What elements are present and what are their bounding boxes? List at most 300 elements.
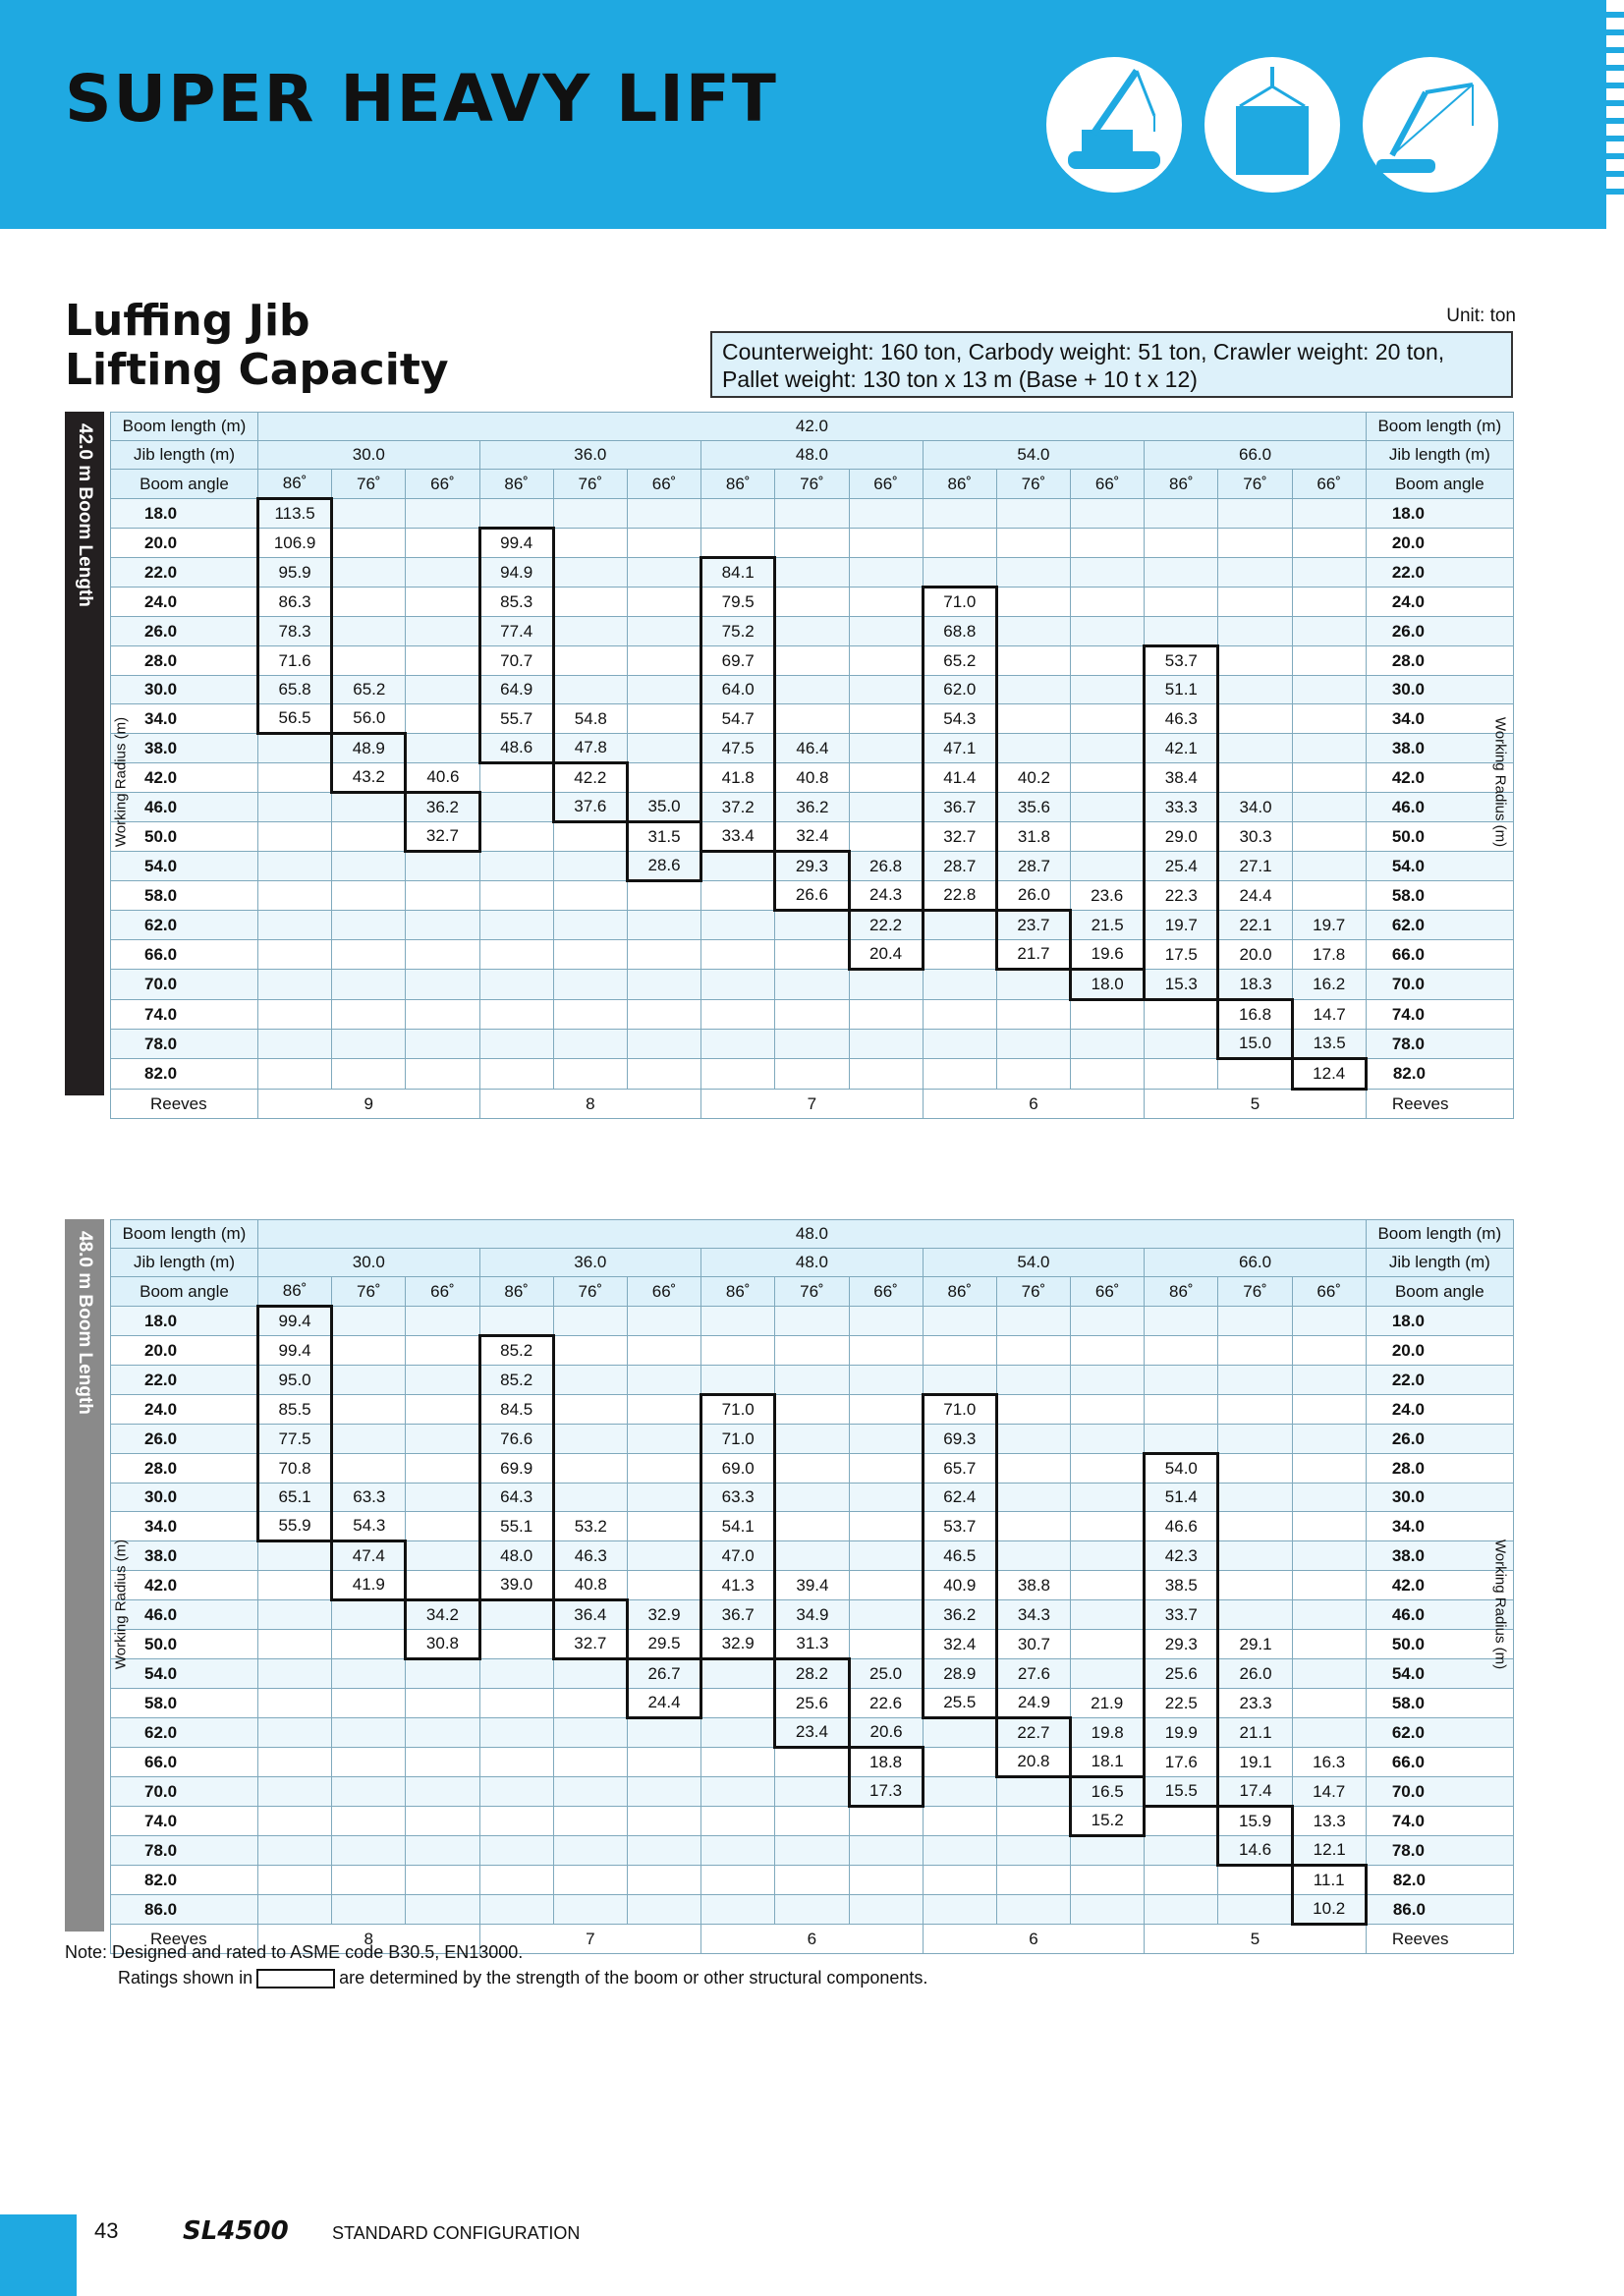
capacity-cell <box>332 1395 406 1425</box>
capacity-cell <box>1292 588 1366 617</box>
table-row <box>111 1571 1514 1600</box>
capacity-cell: 29.5 <box>627 1630 700 1659</box>
capacity-cell <box>996 646 1070 676</box>
working-radius-label-left <box>106 1305 136 1903</box>
radius-value: 28.0 <box>111 646 258 676</box>
boom-angle-value: 66˚ <box>406 470 479 499</box>
boom-angle-value: 66˚ <box>627 470 700 499</box>
jib-length-value: 30.0 <box>258 441 480 470</box>
capacity-cell: 70.8 <box>258 1454 332 1484</box>
capacity-cell <box>479 940 553 970</box>
capacity-cell <box>1292 646 1366 676</box>
capacity-cell <box>701 1866 775 1895</box>
capacity-cell <box>775 529 849 558</box>
capacity-cell <box>406 617 479 646</box>
capacity-cell <box>258 1807 332 1836</box>
capacity-cell <box>406 1059 479 1090</box>
capacity-cell <box>406 734 479 763</box>
capacity-cell: 51.1 <box>1145 676 1218 704</box>
capacity-cell <box>923 1366 996 1395</box>
capacity-cell <box>627 763 700 793</box>
capacity-cell <box>627 1030 700 1059</box>
capacity-cell: 71.0 <box>923 588 996 617</box>
capacity-cell: 54.1 <box>701 1512 775 1541</box>
reeves-value: 8 <box>479 1090 701 1119</box>
radius-value-right: 26.0 <box>1366 617 1513 646</box>
capacity-cell: 40.8 <box>553 1571 627 1600</box>
capacity-cell <box>553 1866 627 1895</box>
capacity-cell <box>258 852 332 881</box>
table-row <box>111 970 1514 1000</box>
capacity-cell: 13.5 <box>1292 1030 1366 1059</box>
capacity-cell <box>996 1484 1070 1512</box>
capacity-cell <box>1218 1307 1292 1336</box>
capacity-cell <box>258 1541 332 1571</box>
radius-value: 30.0 <box>111 676 258 704</box>
capacity-cell <box>1071 499 1145 529</box>
capacity-cell <box>258 734 332 763</box>
capacity-cell <box>1145 1336 1218 1366</box>
capacity-cell <box>775 1748 849 1777</box>
radius-value-right: 74.0 <box>1366 1000 1513 1030</box>
capacity-cell <box>406 1866 479 1895</box>
capacity-cell: 41.4 <box>923 763 996 793</box>
capacity-cell <box>1071 588 1145 617</box>
capacity-cell: 64.3 <box>479 1484 553 1512</box>
capacity-cell: 29.0 <box>1145 822 1218 852</box>
table-row <box>111 1454 1514 1484</box>
capacity-cell: 25.6 <box>775 1689 849 1718</box>
table-row <box>111 1425 1514 1454</box>
radius-value-right: 82.0 <box>1366 1059 1513 1090</box>
boom-length-sidebar <box>65 1219 104 1932</box>
capacity-cell: 23.7 <box>996 911 1070 940</box>
radius-value-right: 34.0 <box>1366 704 1513 734</box>
capacity-cell: 85.2 <box>479 1366 553 1395</box>
capacity-cell <box>1071 676 1145 704</box>
capacity-cell <box>406 646 479 676</box>
capacity-cell: 33.3 <box>1145 793 1218 822</box>
capacity-cell <box>923 1059 996 1090</box>
capacity-cell: 71.0 <box>923 1395 996 1425</box>
capacity-cell <box>479 1059 553 1090</box>
crawler-crane-icon <box>1046 57 1182 193</box>
radius-value-right: 30.0 <box>1366 676 1513 704</box>
capacity-cell: 84.5 <box>479 1395 553 1425</box>
jib-length-label: Jib length (m) <box>111 1249 258 1277</box>
capacity-cell: 37.2 <box>701 793 775 822</box>
capacity-cell <box>775 970 849 1000</box>
capacity-cell <box>406 1030 479 1059</box>
capacity-cell <box>1145 1059 1218 1090</box>
capacity-cell: 35.0 <box>627 793 700 822</box>
capacity-cell <box>553 911 627 940</box>
working-radius-text-right: Working Radius (m) <box>1491 716 1509 848</box>
capacity-cell <box>1218 1059 1292 1090</box>
capacity-cell <box>1218 1541 1292 1571</box>
capacity-cell <box>1218 1484 1292 1512</box>
capacity-cell <box>996 558 1070 588</box>
capacity-cell <box>553 1836 627 1866</box>
capacity-cell: 95.0 <box>258 1366 332 1395</box>
reeves-value: 9 <box>258 1090 480 1119</box>
table-row <box>111 763 1514 793</box>
boom-angle-value: 66˚ <box>627 1277 700 1307</box>
capacity-cell <box>849 646 923 676</box>
reeves-value: 6 <box>923 1090 1145 1119</box>
capacity-cell: 69.9 <box>479 1454 553 1484</box>
capacity-cell <box>258 1630 332 1659</box>
capacity-cell <box>1071 617 1145 646</box>
capacity-cell <box>1218 1512 1292 1541</box>
table-row <box>111 1836 1514 1866</box>
capacity-cell <box>775 1895 849 1925</box>
capacity-cell: 71.0 <box>701 1425 775 1454</box>
capacity-cell <box>406 588 479 617</box>
capacity-cell <box>479 881 553 911</box>
capacity-cell <box>406 499 479 529</box>
capacity-cell <box>1071 1541 1145 1571</box>
capacity-cell: 42.3 <box>1145 1541 1218 1571</box>
capacity-cell: 56.0 <box>332 704 406 734</box>
note-line2-post: are determined by the strength of the boom or other structural components. <box>339 1968 928 1988</box>
working-radius-text-left: Working Radius (m) <box>112 1539 130 1669</box>
capacity-cell <box>775 1484 849 1512</box>
capacity-cell: 40.2 <box>996 763 1070 793</box>
capacity-cell <box>1292 1366 1366 1395</box>
capacity-cell: 36.2 <box>775 793 849 822</box>
capacity-cell <box>553 1484 627 1512</box>
note-line2 <box>65 1965 927 1990</box>
capacity-cell: 15.0 <box>1218 1030 1292 1059</box>
capacity-cell <box>1218 1866 1292 1895</box>
capacity-cell: 51.4 <box>1145 1484 1218 1512</box>
capacity-cell <box>1218 1454 1292 1484</box>
capacity-cell <box>849 499 923 529</box>
capacity-cell <box>996 1059 1070 1090</box>
boom-angle-value: 66˚ <box>1292 470 1366 499</box>
capacity-cell <box>553 1030 627 1059</box>
table-row <box>111 1895 1514 1925</box>
capacity-cell <box>627 881 700 911</box>
capacity-cell: 24.4 <box>1218 881 1292 911</box>
capacity-cell: 39.0 <box>479 1571 553 1600</box>
table-row <box>111 704 1514 734</box>
capacity-cell: 17.6 <box>1145 1748 1218 1777</box>
radius-value: 58.0 <box>111 1689 258 1718</box>
capacity-cell: 21.9 <box>1071 1689 1145 1718</box>
capacity-cell <box>406 1689 479 1718</box>
section-title-line1: Luffing Jib <box>65 296 310 346</box>
capacity-cell: 36.2 <box>406 793 479 822</box>
radius-value-right: 22.0 <box>1366 558 1513 588</box>
capacity-cell: 85.2 <box>479 1336 553 1366</box>
capacity-cell <box>479 1689 553 1718</box>
capacity-cell <box>1145 1366 1218 1395</box>
capacity-cell <box>332 793 406 822</box>
capacity-cell: 79.5 <box>701 588 775 617</box>
capacity-cell <box>1145 499 1218 529</box>
capacity-cell <box>775 940 849 970</box>
capacity-cell <box>923 970 996 1000</box>
capacity-cell <box>1292 1454 1366 1484</box>
page-title: SUPER HEAVY LIFT <box>65 61 778 137</box>
capacity-cell: 62.0 <box>923 676 996 704</box>
capacity-cell: 64.0 <box>701 676 775 704</box>
radius-value-right: 54.0 <box>1366 1659 1513 1689</box>
capacity-cell <box>775 1836 849 1866</box>
capacity-cell <box>332 1630 406 1659</box>
capacity-cell <box>849 1454 923 1484</box>
working-radius-label-right <box>1484 1305 1517 1903</box>
capacity-cell <box>775 1866 849 1895</box>
radius-value: 70.0 <box>111 970 258 1000</box>
radius-value: 78.0 <box>111 1030 258 1059</box>
capacity-cell: 65.2 <box>332 676 406 704</box>
radius-value: 82.0 <box>111 1866 258 1895</box>
capacity-cell <box>553 1895 627 1925</box>
capacity-cell <box>332 852 406 881</box>
capacity-cell <box>332 1866 406 1895</box>
capacity-cell <box>1292 499 1366 529</box>
capacity-cell: 25.5 <box>923 1689 996 1718</box>
capacity-cell: 20.6 <box>849 1718 923 1748</box>
radius-value: 66.0 <box>111 940 258 970</box>
capacity-cell: 95.9 <box>258 558 332 588</box>
capacity-cell <box>1071 1600 1145 1630</box>
radius-value: 20.0 <box>111 529 258 558</box>
capacity-cell <box>1218 704 1292 734</box>
capacity-cell <box>553 1366 627 1395</box>
capacity-cell <box>1292 1484 1366 1512</box>
boom-angle-value: 76˚ <box>1218 470 1292 499</box>
capacity-cell: 22.8 <box>923 881 996 911</box>
capacity-cell <box>1218 1571 1292 1600</box>
capacity-cell: 106.9 <box>258 529 332 558</box>
reeves-value: 6 <box>923 1925 1145 1954</box>
capacity-cell <box>553 676 627 704</box>
radius-value-right: 46.0 <box>1366 1600 1513 1630</box>
reeves-value: 8 <box>258 1925 480 1954</box>
boom-angle-value: 76˚ <box>553 1277 627 1307</box>
capacity-cell: 14.6 <box>1218 1836 1292 1866</box>
capacity-cell: 32.7 <box>406 822 479 852</box>
capacity-cell <box>479 1836 553 1866</box>
capacity-cell: 22.6 <box>849 1689 923 1718</box>
capacity-cell <box>627 1807 700 1836</box>
boom-angle-value: 86˚ <box>701 470 775 499</box>
capacity-cell <box>332 1659 406 1689</box>
capacity-cell: 40.6 <box>406 763 479 793</box>
capacity-cell <box>923 1336 996 1366</box>
capacity-cell <box>1218 588 1292 617</box>
capacity-cell: 46.3 <box>1145 704 1218 734</box>
capacity-cell <box>479 1807 553 1836</box>
capacity-cell <box>332 1748 406 1777</box>
table-row <box>111 911 1514 940</box>
jib-length-value: 48.0 <box>701 441 924 470</box>
capacity-cell: 34.2 <box>406 1600 479 1630</box>
capacity-cell <box>332 499 406 529</box>
capacity-cell: 78.3 <box>258 617 332 646</box>
reeves-value: 7 <box>479 1925 701 1954</box>
capacity-cell <box>627 1895 700 1925</box>
capacity-cell: 47.8 <box>553 734 627 763</box>
radius-value-right: 22.0 <box>1366 1366 1513 1395</box>
capacity-cell: 26.0 <box>1218 1659 1292 1689</box>
table-row <box>111 529 1514 558</box>
capacity-cell <box>996 617 1070 646</box>
capacity-cell <box>1071 1425 1145 1454</box>
capacity-cell <box>1218 646 1292 676</box>
capacity-cell: 55.1 <box>479 1512 553 1541</box>
capacity-cell <box>553 881 627 911</box>
capacity-cell <box>406 1777 479 1807</box>
radius-value-right: 58.0 <box>1366 1689 1513 1718</box>
capacity-cell <box>1145 1425 1218 1454</box>
capacity-cell <box>627 1425 700 1454</box>
jib-length-value: 54.0 <box>923 441 1145 470</box>
capacity-cell: 42.2 <box>553 763 627 793</box>
section-title <box>65 297 449 395</box>
capacity-cell <box>849 1807 923 1836</box>
capacity-cell <box>1292 881 1366 911</box>
capacity-cell <box>332 1718 406 1748</box>
capacity-cell: 77.4 <box>479 617 553 646</box>
boxed-rating-swatch <box>256 1969 335 1988</box>
capacity-cell <box>479 1307 553 1336</box>
radius-value-right: 26.0 <box>1366 1425 1513 1454</box>
capacity-cell <box>627 1836 700 1866</box>
capacity-cell <box>479 1777 553 1807</box>
capacity-cell <box>1071 1659 1145 1689</box>
capacity-cell <box>775 1307 849 1336</box>
capacity-cell: 55.7 <box>479 704 553 734</box>
working-radius-label-left <box>106 497 136 1067</box>
capacity-cell <box>1071 1000 1145 1030</box>
capacity-cell <box>1071 1484 1145 1512</box>
capacity-cell: 35.6 <box>996 793 1070 822</box>
capacity-cell: 65.7 <box>923 1454 996 1484</box>
capacity-cell: 24.3 <box>849 881 923 911</box>
capacity-cell <box>258 1000 332 1030</box>
capacity-cell <box>1145 529 1218 558</box>
capacity-cell: 65.1 <box>258 1484 332 1512</box>
capacity-cell <box>258 1836 332 1866</box>
capacity-cell <box>1071 558 1145 588</box>
capacity-cell <box>1218 558 1292 588</box>
capacity-cell: 19.8 <box>1071 1718 1145 1748</box>
capacity-cell <box>553 852 627 881</box>
capacity-cell <box>332 1059 406 1090</box>
capacity-cell <box>1145 588 1218 617</box>
capacity-cell <box>479 1895 553 1925</box>
capacity-cell <box>1071 1366 1145 1395</box>
boom-angle-value: 66˚ <box>406 1277 479 1307</box>
boom-length-label-right: Boom length (m) <box>1366 413 1513 441</box>
capacity-cell <box>849 970 923 1000</box>
table-row <box>111 1718 1514 1748</box>
capacity-cell <box>627 1454 700 1484</box>
capacity-cell <box>775 558 849 588</box>
working-radius-label-right <box>1484 497 1517 1067</box>
capacity-cell <box>1071 704 1145 734</box>
capacity-cell <box>479 1000 553 1030</box>
capacity-cell <box>775 499 849 529</box>
capacity-cell <box>479 1600 553 1630</box>
capacity-cell: 65.2 <box>923 646 996 676</box>
edge-tabs <box>1606 0 1624 229</box>
capacity-cell <box>627 1571 700 1600</box>
capacity-cell: 21.1 <box>1218 1718 1292 1748</box>
capacity-cell <box>1292 1541 1366 1571</box>
capacity-cell: 14.7 <box>1292 1777 1366 1807</box>
capacity-cell: 27.6 <box>996 1659 1070 1689</box>
capacity-cell <box>553 1718 627 1748</box>
boom-length-sidebar <box>65 412 104 1095</box>
capacity-cell <box>406 676 479 704</box>
capacity-cell <box>332 1366 406 1395</box>
capacity-cell: 38.4 <box>1145 763 1218 793</box>
capacity-cell <box>258 1059 332 1090</box>
radius-value: 62.0 <box>111 1718 258 1748</box>
capacity-cell <box>701 1336 775 1366</box>
capacity-cell <box>1292 1512 1366 1541</box>
table-row <box>111 1541 1514 1571</box>
capacity-cell: 41.3 <box>701 1571 775 1600</box>
boom-length-sidebar-label: 42.0 m Boom Length <box>75 423 95 607</box>
boom-angle-label: Boom angle <box>111 470 258 499</box>
jib-length-row <box>111 441 1514 470</box>
capacity-cell <box>479 852 553 881</box>
capacity-cell: 22.1 <box>1218 911 1292 940</box>
radius-value-right: 54.0 <box>1366 852 1513 881</box>
boom-angle-label-right: Boom angle <box>1366 1277 1513 1307</box>
boom-angle-value: 76˚ <box>775 470 849 499</box>
capacity-cell <box>627 1059 700 1090</box>
capacity-cell <box>923 1000 996 1030</box>
capacity-cell: 77.5 <box>258 1425 332 1454</box>
capacity-cell <box>996 676 1070 704</box>
capacity-cell: 53.2 <box>553 1512 627 1541</box>
capacity-cell <box>1292 1307 1366 1336</box>
capacity-cell: 113.5 <box>258 499 332 529</box>
capacity-cell: 47.1 <box>923 734 996 763</box>
capacity-cell <box>1145 1866 1218 1895</box>
capacity-cell <box>1218 1895 1292 1925</box>
capacity-cell: 15.2 <box>1071 1807 1145 1836</box>
capacity-cell <box>849 734 923 763</box>
capacity-cell <box>775 1807 849 1836</box>
capacity-cell: 68.8 <box>923 617 996 646</box>
capacity-cell: 27.1 <box>1218 852 1292 881</box>
capacity-cell <box>1292 1395 1366 1425</box>
capacity-cell <box>479 1630 553 1659</box>
capacity-cell <box>775 704 849 734</box>
page-number: 43 <box>94 2218 119 2243</box>
boom-angle-value: 66˚ <box>1071 1277 1145 1307</box>
capacity-cell: 34.0 <box>1218 793 1292 822</box>
capacity-cell <box>701 970 775 1000</box>
boom-length-label: Boom length (m) <box>111 413 258 441</box>
capacity-cell <box>1292 1336 1366 1366</box>
capacity-cell <box>775 1425 849 1454</box>
capacity-cell: 14.7 <box>1292 1000 1366 1030</box>
capacity-cell <box>1218 734 1292 763</box>
capacity-cell <box>627 734 700 763</box>
capacity-cell <box>996 1030 1070 1059</box>
capacity-cell <box>627 940 700 970</box>
